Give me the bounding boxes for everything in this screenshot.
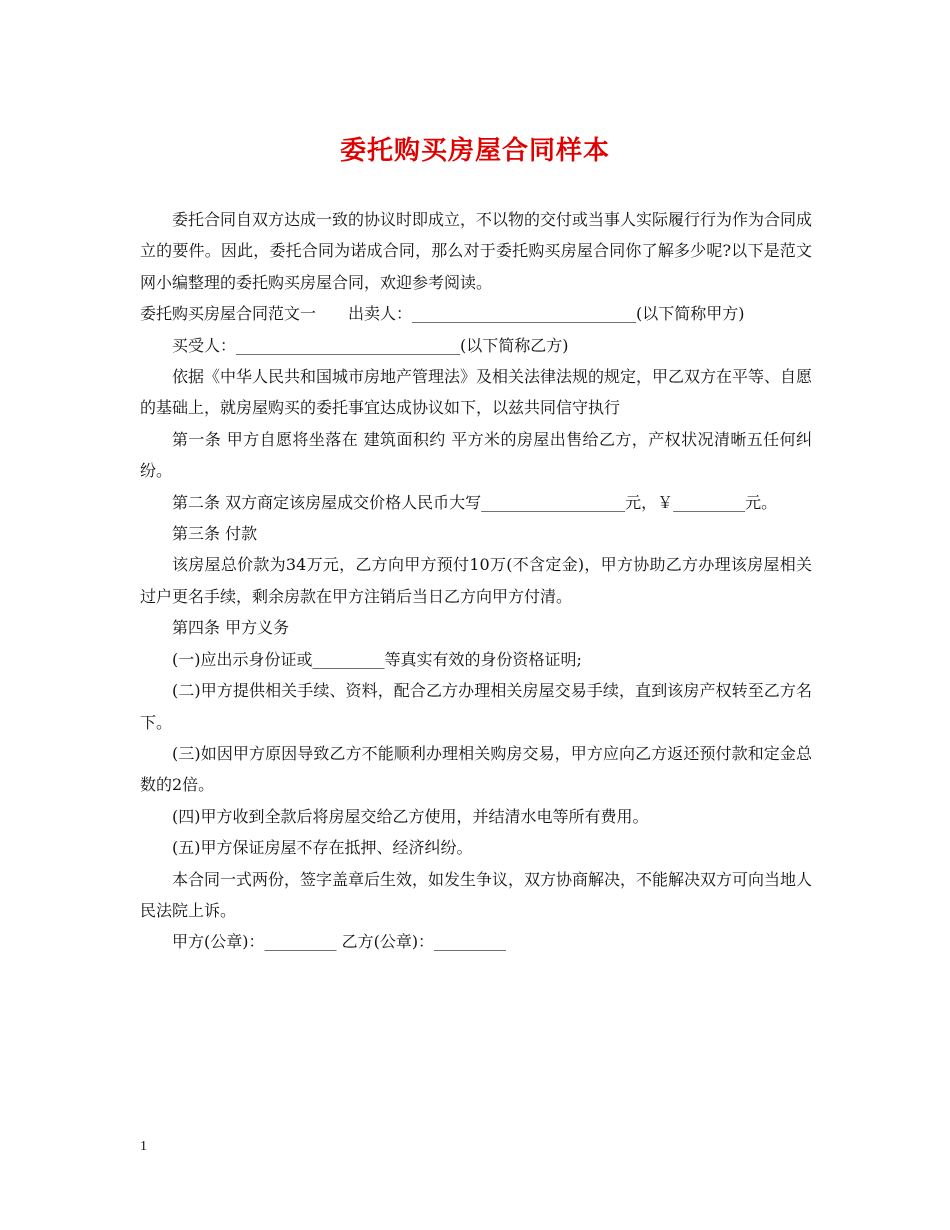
paragraph-duty-4: (四)甲方收到全款后将房屋交给乙方使用，并结清水电等所有费用。: [172, 806, 649, 826]
paragraph-intro: 委托合同自双方达成一致的协议时即成立，不以物的交付或当事人实际履行行为作为合同成立的要件。因此，委托合同为诺成合同，那么对于委托购买房屋合同你了解多少呢?以下是范文网小编整理的委托购买房屋合同，欢迎参考阅读。: [140, 210, 813, 292]
paragraph-duty-1: (一)应出示身份证或_________等真实有效的身份资格证明;: [172, 649, 582, 669]
paragraph-basis: 依据《中华人民共和国城市房地产管理法》及相关法律法规的规定，甲乙双方在平等、自愿的基础上，就房屋购买的委托事宜达成协议如下，以兹共同信守执行: [140, 367, 813, 418]
paragraph-payment: 该房屋总价款为34万元，乙方向甲方预付10万(不含定金)，甲方协助乙方办理该房屋相关过户更名手续，剩余房款在甲方注销后当日乙方向甲方付清。: [140, 555, 812, 606]
paragraph-seller: 委托购买房屋合同范文一 出卖人：____________________________(以下简称甲方): [140, 304, 745, 324]
paragraph-article-2: 第二条 双方商定该房屋成交价格人民币大写__________________元，￥_________元。: [172, 492, 778, 512]
page-title: 委托购买房屋合同样本: [339, 136, 610, 166]
paragraph-signatures: 甲方(公章)：_________ 乙方(公章)：_________: [172, 932, 507, 952]
paragraph-duty-2: (二)甲方提供相关手续、资料，配合乙方办理相关房屋交易手续，直到该房产权转至乙方名下。: [140, 681, 812, 732]
paragraph-duty-3: (三)如因甲方原因导致乙方不能顺利办理相关购房交易，甲方应向乙方返还预付款和定金总数的2倍。: [140, 743, 812, 795]
paragraph-article-3-heading: 第三条 付款: [172, 524, 258, 544]
document-body: [140, 204, 812, 958]
paragraph-copies: 本合同一式两份，签字盖章后生效，如发生争议，双方协商解决，不能解决双方可向当地人民法院上诉。: [140, 869, 813, 920]
paragraph-buyer: 买受人：____________________________(以下简称乙方): [172, 335, 569, 355]
page-number: 1: [140, 1139, 147, 1154]
paragraph-article-1: 第一条 甲方自愿将坐落在 建筑面积约 平方米的房屋出售给乙方，产权状况清晰五任何纠纷。: [140, 429, 812, 481]
paragraph-duty-5: (五)甲方保证房屋不存在抵押、经济纠纷。: [172, 838, 473, 858]
paragraph-article-4-heading: 第四条 甲方义务: [172, 618, 290, 638]
